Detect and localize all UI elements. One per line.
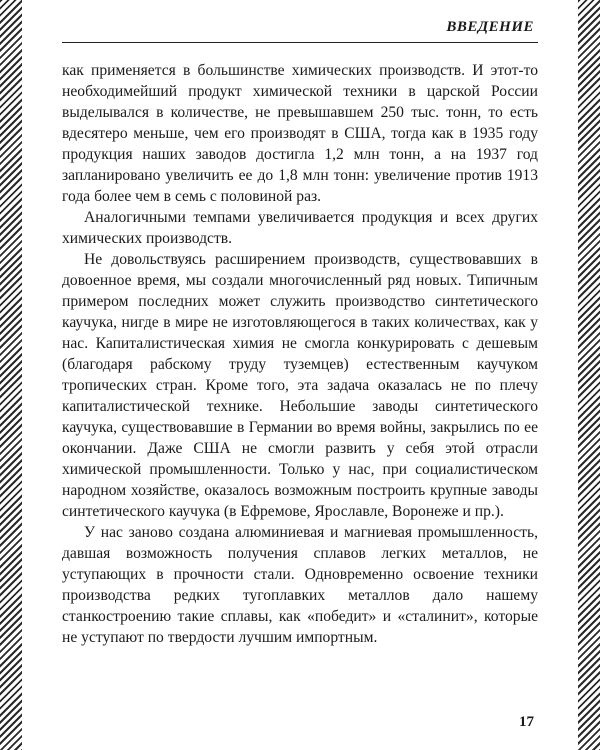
chapter-title: ВВЕДЕНИЕ: [446, 19, 534, 35]
left-hatched-border: [0, 0, 22, 750]
paragraph: У нас заново создана алюминиевая и магниевая промышленность, давшая возможность получения сплавов легких металлов, не уступающих в прочности стали. Одновременно освоение техники производства редких тугоплавких металлов дало нашему станкостроению такие сплавы, как «победит» и «сталинит», которые не уступают по твердости лучшим импортным.: [62, 524, 538, 646]
paragraph: Не довольствуясь расширением производств, существовавших в довоенное время, мы создали многочисленный ряд новых. Типичным примером последних может служить производство синтетического каучука, нигде в мире не изготовляющегося в таких количествах, как у нас. Капиталистическая химия не смогла конкурировать с дешевым (благодаря рабскому труду туземцев) естественным каучуком тропических стран. Кроме того, эта задача оказалась не по плечу капиталистической технике. Небольшие заводы синтетического каучука, существовавшие в Германии во время войны, закрылись по ее окончании. Даже США не смогли развить у себя этой отрасли химической промышленности. Только у нас, при социалистическом народном хозяйстве, оказалось возможным построить крупные заводы синтетического каучука (в Ефремове, Ярославле, Воронеже и пр.).: [62, 251, 538, 520]
body-text: [62, 60, 538, 648]
running-header: [62, 18, 538, 36]
right-hatched-border: [578, 0, 600, 750]
header-rule: [62, 42, 538, 43]
book-page: [62, 0, 538, 750]
page-number: 17: [519, 714, 534, 730]
paragraph: как применяется в большинстве химических производств. И этот-то необходимейший продукт химической техники в царской России выделывался в количестве, не превышавшем 250 тыс. тонн, то есть вдесятеро меньше, чем его производят в США, тогда как в 1935 году продукция наших заводов достигла 1,2 млн тонн, а на 1937 год запланировано увеличить ее до 1,8 млн тонн: увеличение против 1913 года более чем в семь с половиной раз.: [62, 62, 538, 205]
paragraph: Аналогичными темпами увеличивается продукция и всех других химических производств.: [62, 209, 538, 247]
